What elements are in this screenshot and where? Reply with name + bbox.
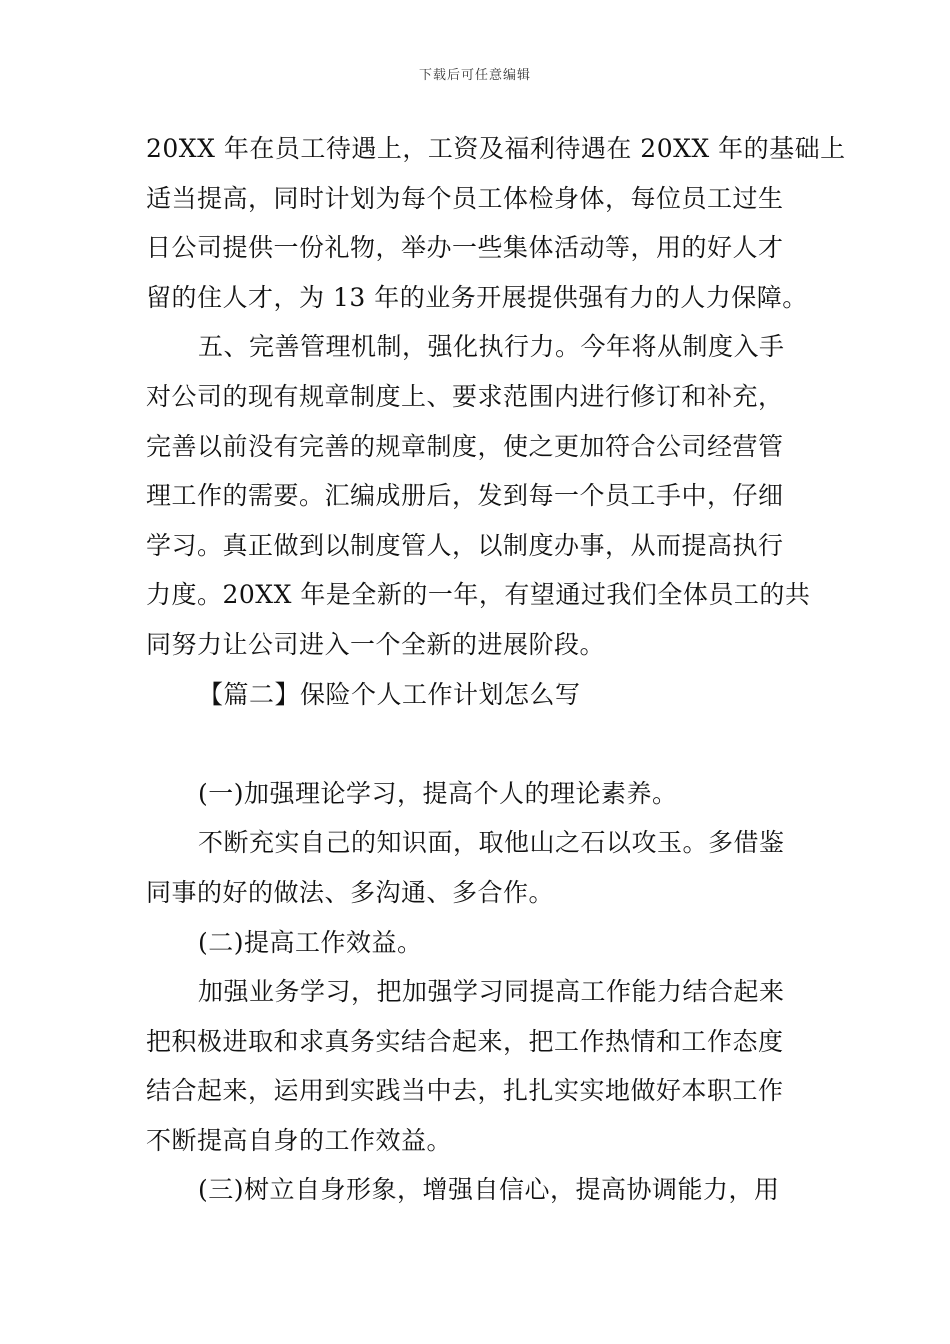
text-line: 20XX 年在员工待遇上，工资及福利待遇在 20XX 年的基础上: [146, 134, 846, 163]
subsection-heading: (三)树立自身形象，增强自信心，提高协调能力，用: [198, 1175, 780, 1205]
text-line: 学习。真正做到以制度管人，以制度办事，从而提高执行: [146, 530, 784, 560]
document-body: [146, 124, 846, 1215]
paragraph-start: 加强业务学习，把加强学习同提高工作能力结合起来: [198, 977, 785, 1007]
subsection-heading: (一)加强理论学习，提高个人的理论素养。: [198, 778, 678, 808]
paragraph-start: 五、完善管理机制，强化执行力。今年将从制度入手: [198, 332, 785, 362]
page-header: 下载后可任意编辑: [418, 68, 531, 83]
text-line: 不断提高自身的工作效益。: [146, 1125, 453, 1155]
paragraph-start: 不断充实自己的知识面，取他山之石以攻玉。多借鉴: [198, 828, 785, 858]
section-heading: 【篇二】保险个人工作计划怎么写: [198, 679, 581, 709]
text-line: 适当提高，同时计划为每个员工体检身体，每位员工过生: [146, 183, 784, 213]
text-line: 完善以前没有完善的规章制度，使之更加符合公司经营管: [146, 431, 784, 461]
text-line: 留的住人才，为 13 年的业务开展提供强有力的人力保障。: [146, 282, 808, 312]
text-line: 日公司提供一份礼物，举办一些集体活动等，用的好人才: [146, 233, 784, 263]
text-line: 对公司的现有规章制度上、要求范围内进行修订和补充，: [146, 381, 784, 411]
text-line: 把积极进取和求真务实结合起来，把工作热情和工作态度: [146, 1026, 784, 1056]
text-line: 同事的好的做法、多沟通、多合作。: [146, 877, 555, 907]
subsection-heading: (二)提高工作效益。: [198, 927, 423, 957]
text-line: 理工作的需要。汇编成册后，发到每一个员工手中，仔细: [146, 481, 784, 511]
text-line: 同努力让公司进入一个全新的进展阶段。: [146, 629, 606, 659]
text-line: 力度。20XX 年是全新的一年，有望通过我们全体员工的共: [146, 580, 811, 610]
text-line: 结合起来，运用到实践当中去，扎扎实实地做好本职工作: [146, 1076, 784, 1106]
blank-line: [146, 719, 806, 769]
